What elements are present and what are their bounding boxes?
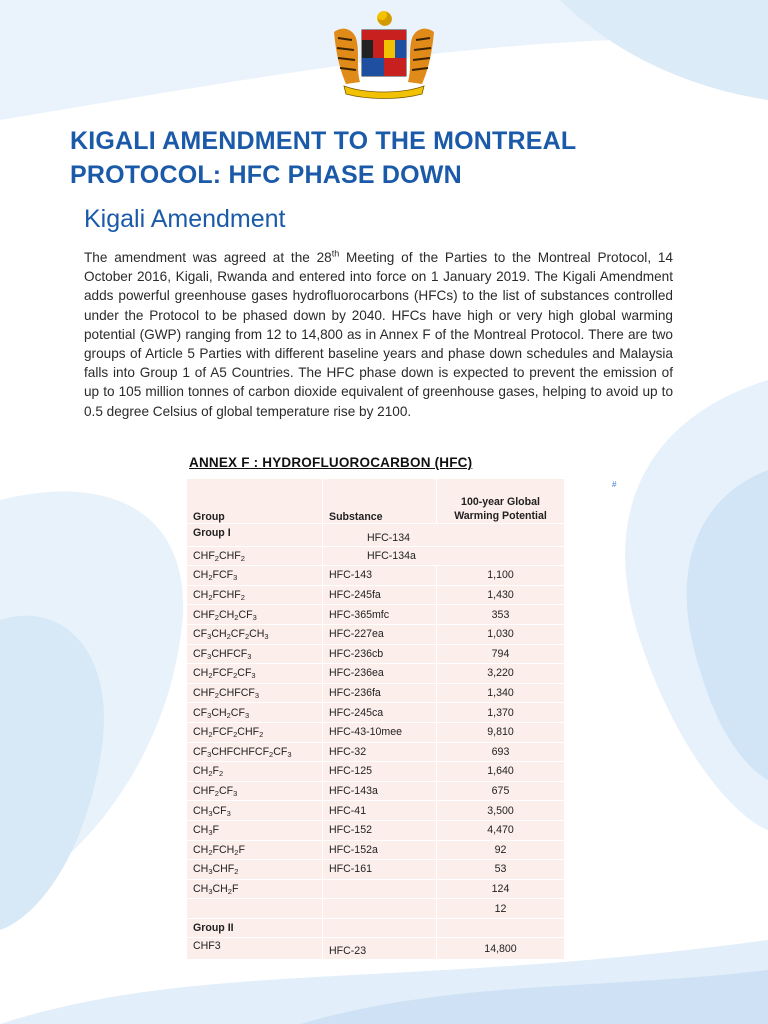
header-substance: Substance bbox=[323, 479, 437, 524]
table-cell: HFC-236cb bbox=[323, 644, 437, 664]
table-cell: 3,220 bbox=[437, 664, 565, 684]
table-cell: 794 bbox=[437, 644, 565, 664]
table-cell: $CH_2FCF_3$ bbox=[187, 566, 323, 586]
table-row bbox=[187, 605, 565, 625]
table-row bbox=[187, 762, 565, 782]
table-cell: HFC-125 bbox=[323, 762, 437, 782]
table-cell: 124 bbox=[437, 879, 565, 899]
table-cell: 92 bbox=[437, 840, 565, 860]
table-cell: $CHF_2CH_2CF_3$ bbox=[187, 605, 323, 625]
table-cell: HFC-23 bbox=[323, 938, 437, 960]
table-cell: $CF_3CHFCF_3$ bbox=[187, 644, 323, 664]
table-row bbox=[187, 938, 565, 960]
table-cell: HFC-134a bbox=[323, 546, 565, 566]
table-row bbox=[187, 644, 565, 664]
table-cell: $CHF_2CF_3$ bbox=[187, 781, 323, 801]
section-title: Kigali Amendment bbox=[84, 205, 286, 233]
page-marker: # bbox=[612, 480, 617, 489]
table-cell: 675 bbox=[437, 781, 565, 801]
group-ii-row bbox=[187, 918, 565, 938]
table-cell: $CH_2FCH_2F$ bbox=[187, 840, 323, 860]
table-cell: 1,030 bbox=[437, 624, 565, 644]
page-title: KIGALI AMENDMENT TO THE MONTREAL PROTOCOL: HFC PHASE DOWN bbox=[70, 127, 576, 189]
table-cell bbox=[323, 879, 437, 899]
table-row bbox=[187, 820, 565, 840]
table-cell: $CH_3CH_2F$ bbox=[187, 879, 323, 899]
table-cell: $CF_3CH_2CF_2CH_3$ bbox=[187, 624, 323, 644]
table-row bbox=[187, 860, 565, 880]
table-title: ANNEX F : HYDROFLUOROCARBON (HFC) bbox=[189, 455, 473, 470]
table-cell: HFC-143 bbox=[323, 566, 437, 586]
header-group: Group bbox=[187, 479, 323, 524]
table-cell: HFC-134 bbox=[323, 524, 565, 547]
table-cell: $CHF_2CHFCF_3$ bbox=[187, 683, 323, 703]
table-cell: 1,340 bbox=[437, 683, 565, 703]
table-cell: 1,430 bbox=[437, 585, 565, 605]
group-i-row bbox=[187, 524, 565, 547]
table-cell: 4,470 bbox=[437, 820, 565, 840]
table-cell: HFC-365mfc bbox=[323, 605, 437, 625]
table-cell bbox=[187, 899, 323, 919]
table-row bbox=[187, 801, 565, 821]
table-cell: $CF_3CH_2CF_3$ bbox=[187, 703, 323, 723]
ordinal-suffix: th bbox=[331, 248, 340, 259]
table-cell: HFC-152 bbox=[323, 820, 437, 840]
table-cell: HFC-41 bbox=[323, 801, 437, 821]
table-cell: HFC-236ea bbox=[323, 664, 437, 684]
table-cell: CHF3 bbox=[187, 938, 323, 960]
table-cell: HFC-43-10mee bbox=[323, 722, 437, 742]
table-cell: 53 bbox=[437, 860, 565, 880]
table-cell: 693 bbox=[437, 742, 565, 762]
table-cell: 14,800 bbox=[437, 938, 565, 960]
table-cell: $CH_3CF_3$ bbox=[187, 801, 323, 821]
table-header-row bbox=[187, 479, 565, 524]
table-cell: 353 bbox=[437, 605, 565, 625]
table-cell: $CH_3CHF_2$ bbox=[187, 860, 323, 880]
table-row bbox=[187, 879, 565, 899]
table-cell bbox=[437, 918, 565, 938]
table-cell: HFC-245ca bbox=[323, 703, 437, 723]
table-cell: 1,100 bbox=[437, 566, 565, 586]
body-paragraph bbox=[84, 248, 673, 421]
table-cell: $CH_3F$ bbox=[187, 820, 323, 840]
table-row bbox=[187, 546, 565, 566]
table-cell: $CHF_2CHF_2$ bbox=[187, 546, 323, 566]
table-cell bbox=[323, 899, 437, 919]
table-cell: 3,500 bbox=[437, 801, 565, 821]
table-cell: $CH_2FCHF_2$ bbox=[187, 585, 323, 605]
body-text-part1: The amendment was agreed at the 28 bbox=[84, 250, 332, 265]
table-row bbox=[187, 742, 565, 762]
table-cell: $CH_2FCF_2CF_3$ bbox=[187, 664, 323, 684]
table-row bbox=[187, 664, 565, 684]
group-ii-label: Group II bbox=[187, 918, 323, 938]
table-cell: $CH_2FCF_2CHF_2$ bbox=[187, 722, 323, 742]
group-i-label: Group I bbox=[187, 524, 323, 547]
table-cell: 1,640 bbox=[437, 762, 565, 782]
table-row bbox=[187, 624, 565, 644]
table-row bbox=[187, 683, 565, 703]
table-cell: HFC-227ea bbox=[323, 624, 437, 644]
annex-f-table bbox=[186, 478, 565, 960]
table-cell: HFC-236fa bbox=[323, 683, 437, 703]
table-cell: HFC-245fa bbox=[323, 585, 437, 605]
malaysia-coat-of-arms-icon bbox=[326, 8, 442, 102]
table-cell: HFC-152a bbox=[323, 840, 437, 860]
header-gwp: 100-year Global Warming Potential bbox=[437, 479, 565, 524]
table-cell: $CH_2F_2$ bbox=[187, 762, 323, 782]
table-cell: 1,370 bbox=[437, 703, 565, 723]
table-cell: 9,810 bbox=[437, 722, 565, 742]
table-row bbox=[187, 585, 565, 605]
table-row bbox=[187, 781, 565, 801]
table-cell: HFC-143a bbox=[323, 781, 437, 801]
table-row bbox=[187, 722, 565, 742]
table-cell: $CF_3CHFCHFCF_2CF_3$ bbox=[187, 742, 323, 762]
table-cell: HFC-32 bbox=[323, 742, 437, 762]
body-text-part2: Meeting of the Parties to the Montreal Protocol, 14 October 2016, Kigali, Rwanda and entered into force on 1 January 2019. The Kigali Amendment adds powerful greenhouse gases hydrofluorocarbons (HFCs) to the list of substances controlled under the Protocol to be phased down by 2040. HFCs have high or very high global warming potential (GWP) ranging from 12 to 14,800 as in Annex F of the Montreal Protocol. There are two groups of Article 5 Parties with different baseline years and phase down schedules and Malaysia falls into Group 1 of A5 Countries. The HFC phase down is expected to prevent the emission of up to 105 million tonnes of carbon dioxide equivalent of greenhouse gases, helping to avoid up to 0.5 degree Celsius of global temperature rise by 2100. bbox=[84, 250, 673, 419]
table-cell: HFC-161 bbox=[323, 860, 437, 880]
table-row bbox=[187, 899, 565, 919]
table-cell bbox=[323, 918, 437, 938]
table-row bbox=[187, 566, 565, 586]
table-cell: 12 bbox=[437, 899, 565, 919]
table-row bbox=[187, 840, 565, 860]
table-row bbox=[187, 703, 565, 723]
